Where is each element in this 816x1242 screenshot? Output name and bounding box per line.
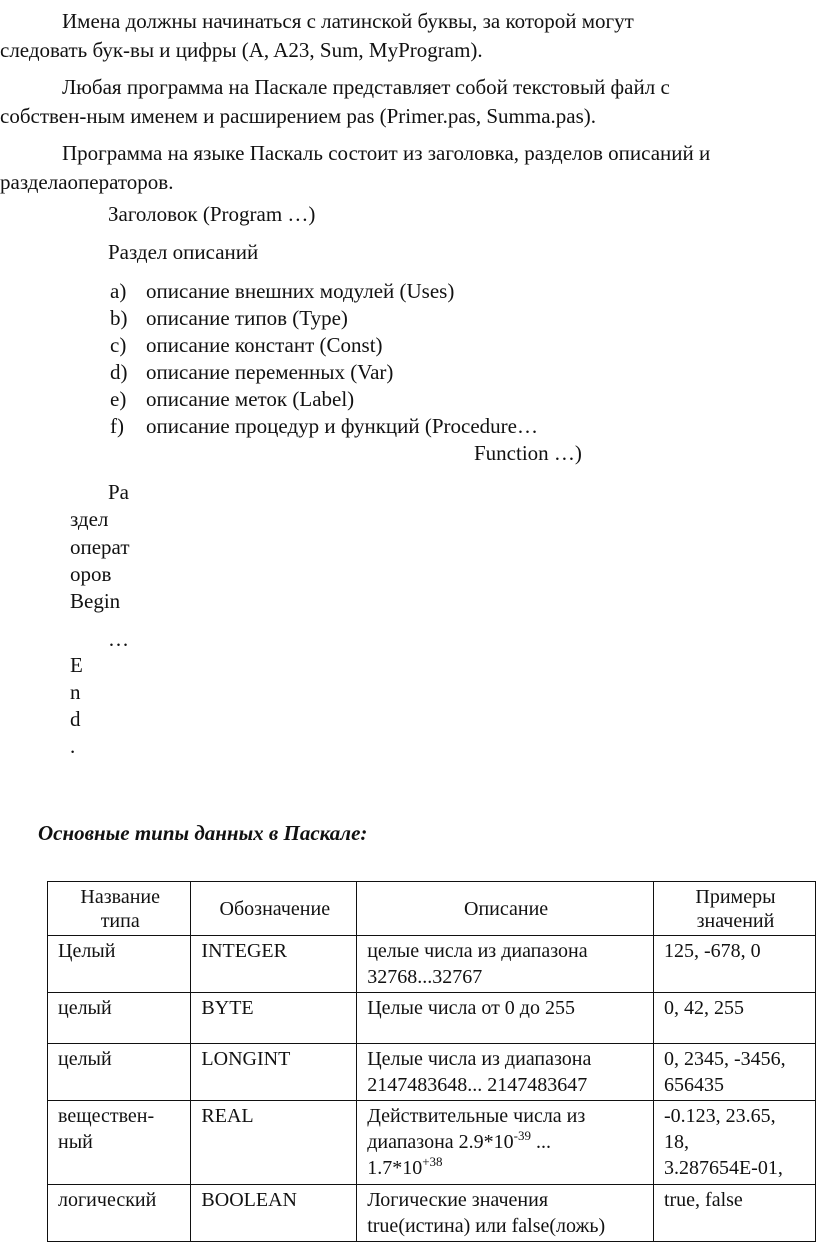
begin-keyword: Begin [70, 589, 121, 613]
list-marker: f) [110, 414, 124, 438]
cell-text: ... [531, 1131, 551, 1153]
operators-fragment: операт [70, 535, 130, 559]
header-text: типа [100, 909, 140, 932]
cell-examples [653, 1044, 815, 1101]
list-text: описание внешних модулей (Uses) [146, 279, 455, 303]
descriptions-section-title: Раздел описаний [108, 240, 259, 264]
list-text: описание меток (Label) [146, 387, 355, 411]
cell-text: 0, 2345, -3456, [663, 1048, 786, 1070]
paragraph-line: Любая программа на Паскале представляет собой текстовый файл с [62, 75, 670, 99]
ellipsis: … [108, 627, 129, 651]
cell-text: Целые числа из диапазона [367, 1048, 592, 1070]
cell-type-name: целый [48, 993, 191, 1044]
cell-text: 656435 [663, 1074, 724, 1096]
end-char: E [70, 653, 83, 677]
header-description: Описание [357, 882, 654, 936]
table-row [48, 936, 816, 993]
function-continuation: Function …) [474, 441, 582, 465]
list-marker: b) [110, 306, 128, 330]
list-text: описание переменных (Var) [146, 360, 394, 384]
paragraph-file [0, 73, 816, 131]
table-row [48, 1044, 816, 1101]
operators-fragment: здел [70, 507, 109, 531]
cell-text: Действительные числа из [367, 1105, 586, 1127]
cell-description [357, 1185, 654, 1242]
cell-text: 3.287654E-01, [663, 1157, 783, 1179]
end-char: n [70, 680, 81, 704]
table-row [48, 1185, 816, 1242]
cell-text: веществен- [58, 1105, 155, 1127]
paragraph-line: Программа на языке Паскаль состоит из заголовка, разделов описаний и [62, 141, 711, 165]
data-types-table [47, 881, 816, 1242]
list-text: описание процедур и функций (Procedure… [146, 414, 538, 438]
cell-text: диапазона 2.9*10 [367, 1131, 514, 1153]
cell-text: ный [58, 1131, 93, 1153]
header-text: Примеры [695, 885, 776, 908]
paragraph-identifiers [0, 7, 816, 65]
cell-text: 18, [663, 1131, 689, 1153]
cell-text: 1.7*10 [367, 1157, 423, 1179]
list-text: описание типов (Type) [146, 306, 348, 330]
paragraph-structure [0, 139, 816, 197]
cell-notation: LONGINT [191, 1044, 357, 1101]
paragraph-line: следовать бук-вы и цифры (A, A23, Sum, MyProgram). [0, 38, 483, 62]
paragraph-line: Имена должны начинаться с латинской буквы, за которой могут [62, 9, 634, 33]
cell-notation: BOOLEAN [191, 1185, 357, 1242]
cell-examples: true, false [653, 1185, 815, 1242]
cell-examples: 125, -678, 0 [653, 936, 815, 993]
end-char: . [70, 734, 76, 758]
exponent: -39 [513, 1128, 531, 1143]
cell-text: -0.123, 23.65, [663, 1105, 776, 1127]
table-row [48, 1101, 816, 1185]
cell-examples: 0, 42, 255 [653, 993, 815, 1044]
header-notation: Обозначение [191, 882, 357, 936]
cell-text: Логические значения [367, 1189, 549, 1211]
operators-fragment: Ра [108, 480, 129, 504]
cell-examples [653, 1101, 815, 1185]
cell-notation: REAL [191, 1101, 357, 1185]
cell-text: 2147483648... 2147483647 [367, 1074, 588, 1096]
cell-type-name: Целый [48, 936, 191, 993]
paragraph-line: собствен-ным именем и расширением pas (Primer.pas, Summa.pas). [0, 104, 597, 128]
header-type-name [48, 882, 191, 936]
cell-text: целые числа из диапазона [367, 940, 588, 962]
table-row [48, 993, 816, 1044]
cell-description [357, 936, 654, 993]
program-header-line: Заголовок (Program …) [108, 202, 316, 226]
list-marker: e) [110, 387, 127, 411]
header-examples [653, 882, 815, 936]
cell-type-name: логический [48, 1185, 191, 1242]
cell-type-name [48, 1101, 191, 1185]
operators-fragment: оров [70, 562, 112, 586]
section-heading: Основные типы данных в Паскале: [38, 821, 368, 845]
paragraph-line: разделаоператоров. [0, 170, 174, 194]
end-char: d [70, 707, 81, 731]
cell-description: Целые числа от 0 до 255 [357, 993, 654, 1044]
table-header-row [48, 882, 816, 936]
list-text: описание констант (Const) [146, 333, 383, 357]
cell-text: 32768...32767 [367, 966, 483, 988]
cell-notation: BYTE [191, 993, 357, 1044]
exponent: +38 [422, 1154, 443, 1169]
cell-type-name: целый [48, 1044, 191, 1101]
cell-text: true(истина) или false(ложь) [367, 1215, 606, 1237]
list-marker: c) [110, 333, 127, 357]
cell-notation: INTEGER [191, 936, 357, 993]
header-text: значений [696, 909, 775, 932]
list-marker: d) [110, 360, 128, 384]
cell-description [357, 1101, 654, 1185]
header-text: Название [80, 885, 160, 908]
cell-description [357, 1044, 654, 1101]
list-marker: a) [110, 279, 127, 303]
